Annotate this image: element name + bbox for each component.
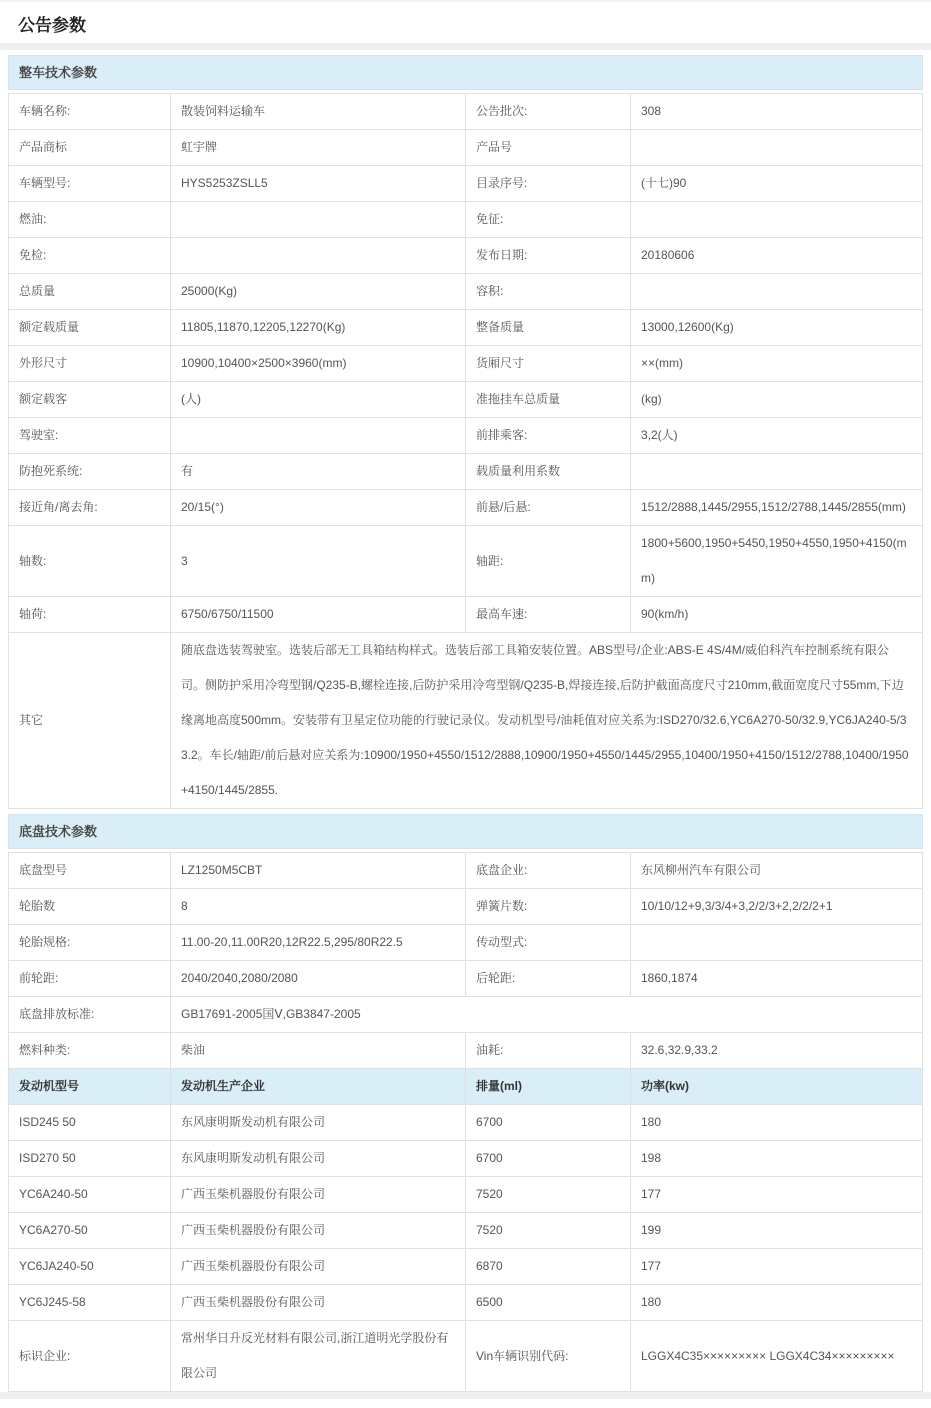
table-row [9,1105,923,1141]
param-value: LZ1250M5CBT [171,853,466,889]
bottom-divider [0,1392,931,1399]
param-label: 额定载客 [9,382,171,418]
param-label: 外形尺寸 [9,346,171,382]
param-label: 整备质量 [466,310,631,346]
param-label: 油耗: [466,1033,631,1069]
param-value [631,202,923,238]
table-row [9,1033,923,1069]
table-row [9,202,923,238]
engine-power: 198 [631,1141,923,1177]
param-label: 燃料种类: [9,1033,171,1069]
table-row [9,925,923,961]
param-label: 轮胎数 [9,889,171,925]
param-label: 车辆名称: [9,94,171,130]
params-table-vehicle [8,93,923,809]
engine-power: 177 [631,1177,923,1213]
param-value: 3 [171,526,466,597]
engine-model: ISD270 50 [9,1141,171,1177]
announcement-parameters-page [0,2,931,1399]
param-label: 防抱死系统: [9,454,171,490]
column-header: 功率(kw) [631,1069,923,1105]
param-label: 标识企业: [9,1321,171,1392]
engine-displacement: 6870 [466,1249,631,1285]
param-label: 发布日期: [466,238,631,274]
table-row [9,130,923,166]
param-label: 接近角/离去角: [9,490,171,526]
table-row [9,310,923,346]
table-row [9,382,923,418]
table-row [9,418,923,454]
vin-code: LGGX4C35××××××××× LGGX4C34××××××××× [631,1321,923,1392]
param-label: 弹簧片数: [466,889,631,925]
engine-manufacturer: 东风康明斯发动机有限公司 [171,1141,466,1177]
param-value: 东风柳州汽车有限公司 [631,853,923,889]
table-row [9,454,923,490]
param-value: 1512/2888,1445/2955,1512/2788,1445/2855(mm) [631,490,923,526]
engine-displacement: 6700 [466,1141,631,1177]
param-value: (kg) [631,382,923,418]
param-label: 产品商标 [9,130,171,166]
engine-displacement: 7520 [466,1213,631,1249]
table-row [9,1177,923,1213]
param-value [171,238,466,274]
param-label: 载质量利用系数 [466,454,631,490]
param-value: 10/10/12+9,3/3/4+3,2/2/3+2,2/2/2+1 [631,889,923,925]
table-row [9,1213,923,1249]
param-label: 底盘排放标准: [9,997,171,1033]
table-row [9,597,923,633]
param-value: 20/15(°) [171,490,466,526]
param-label: 轴荷: [9,597,171,633]
param-value: 90(km/h) [631,597,923,633]
column-header: 发动机型号 [9,1069,171,1105]
param-value: 25000(Kg) [171,274,466,310]
engine-manufacturer: 广西玉柴机器股份有限公司 [171,1177,466,1213]
param-value: 柴油 [171,1033,466,1069]
table-row [9,889,923,925]
engine-manufacturer: 广西玉柴机器股份有限公司 [171,1213,466,1249]
param-label: 后轮距: [466,961,631,997]
other-notes: 随底盘选装驾驶室。选装后部无工具箱结构样式。选装后部工具箱安装位置。ABS型号/企业:ABS-E 4S/4M/威伯科汽车控制系统有限公司。侧防护采用冷弯型钢/Q235-B,螺栓连接,后防护采用冷弯型钢/Q235-B,焊接连接,后防护截面高度尺寸210mm,截面宽度尺寸55mm,下边缘离地高度500mm。安装带有卫星定位功能的行驶记录仪。发动机型号/油耗值对应关系为:ISD270/32.6,YC6A270-50/32.9,YC6JA240-5/33.2。车长/轴距/前后悬对应关系为:10900/1950+4550/1512/2888,10900/1950+4550/1445/2955,10400/1950+4150/1512/2788,10400/1950+4150/1445/2855. [171,633,923,809]
param-value: 32.6,32.9,33.2 [631,1033,923,1069]
table-row [9,1141,923,1177]
param-label: 免检: [9,238,171,274]
param-label: 产品号 [466,130,631,166]
engine-model: ISD245 50 [9,1105,171,1141]
table-row [9,94,923,130]
engine-manufacturer: 广西玉柴机器股份有限公司 [171,1285,466,1321]
table-row [9,526,923,597]
param-value: 13000,12600(Kg) [631,310,923,346]
table-row [9,238,923,274]
page-title: 公告参数 [18,16,86,35]
engine-displacement: 6500 [466,1285,631,1321]
param-value: 11.00-20,11.00R20,12R22.5,295/80R22.5 [171,925,466,961]
param-label: 车辆型号: [9,166,171,202]
param-value: GB17691-2005国Ⅴ,GB3847-2005 [171,997,923,1033]
param-value [631,925,923,961]
param-label: 传动型式: [466,925,631,961]
param-label: 燃油: [9,202,171,238]
table-row [9,961,923,997]
param-value: 11805,11870,12205,12270(Kg) [171,310,466,346]
param-value [631,130,923,166]
table-row [9,633,923,809]
param-value: ××(mm) [631,346,923,382]
table-row [9,166,923,202]
table-row [9,274,923,310]
param-label: 准拖挂车总质量 [466,382,631,418]
engine-power: 177 [631,1249,923,1285]
section-header-vehicle: 整车技术参数 [8,55,923,90]
title-divider [0,43,931,50]
param-value [631,454,923,490]
engine-model: YC6JA240-50 [9,1249,171,1285]
table-row [9,1249,923,1285]
param-label: 轴距: [466,526,631,597]
params-table-chassis [8,852,923,1392]
param-value [171,418,466,454]
param-value: 6750/6750/11500 [171,597,466,633]
param-value: 8 [171,889,466,925]
param-label: 前轮距: [9,961,171,997]
table-row [9,1321,923,1392]
engine-model: YC6A270-50 [9,1213,171,1249]
param-label: 底盘企业: [466,853,631,889]
param-value [631,274,923,310]
param-label: 货厢尺寸 [466,346,631,382]
param-label: 驾驶室: [9,418,171,454]
engine-model: YC6A240-50 [9,1177,171,1213]
table-row [9,490,923,526]
column-header: 发动机生产企业 [171,1069,466,1105]
param-label: 最高车速: [466,597,631,633]
param-label: 目录序号: [466,166,631,202]
engine-manufacturer: 东风康明斯发动机有限公司 [171,1105,466,1141]
param-label: 免征: [466,202,631,238]
param-label: 轴数: [9,526,171,597]
marking-company: 常州华日升反光材料有限公司,浙江道明光学股份有限公司 [171,1321,466,1392]
param-value: 虹宇牌 [171,130,466,166]
param-value [171,202,466,238]
sections-container [0,55,931,1392]
param-label: 底盘型号 [9,853,171,889]
engine-power: 199 [631,1213,923,1249]
engine-displacement: 6700 [466,1105,631,1141]
param-value: 308 [631,94,923,130]
table-row [9,1285,923,1321]
param-value: 1860,1874 [631,961,923,997]
param-value: 20180606 [631,238,923,274]
engine-displacement: 7520 [466,1177,631,1213]
param-value: (人) [171,382,466,418]
param-value: 有 [171,454,466,490]
table-row [9,997,923,1033]
param-value: 1800+5600,1950+5450,1950+4550,1950+4150(mm) [631,526,923,597]
engine-power: 180 [631,1285,923,1321]
column-header: 排量(ml) [466,1069,631,1105]
param-label: Vin车辆识别代码: [466,1321,631,1392]
param-label: 额定载质量 [9,310,171,346]
param-label: 总质量 [9,274,171,310]
engine-power: 180 [631,1105,923,1141]
param-value: 3,2(人) [631,418,923,454]
param-value: (十七)90 [631,166,923,202]
param-label: 前排乘客: [466,418,631,454]
param-label: 公告批次: [466,94,631,130]
column-header-row [9,1069,923,1105]
param-label: 前悬/后悬: [466,490,631,526]
param-value: HYS5253ZSLL5 [171,166,466,202]
table-row [9,853,923,889]
engine-manufacturer: 广西玉柴机器股份有限公司 [171,1249,466,1285]
param-value: 散装饲料运输车 [171,94,466,130]
param-value: 10900,10400×2500×3960(mm) [171,346,466,382]
param-label: 容积: [466,274,631,310]
engine-model: YC6J245-58 [9,1285,171,1321]
param-label: 轮胎规格: [9,925,171,961]
param-label: 其它 [9,633,171,809]
section-header-chassis: 底盘技术参数 [8,814,923,849]
table-row [9,346,923,382]
param-value: 2040/2040,2080/2080 [171,961,466,997]
